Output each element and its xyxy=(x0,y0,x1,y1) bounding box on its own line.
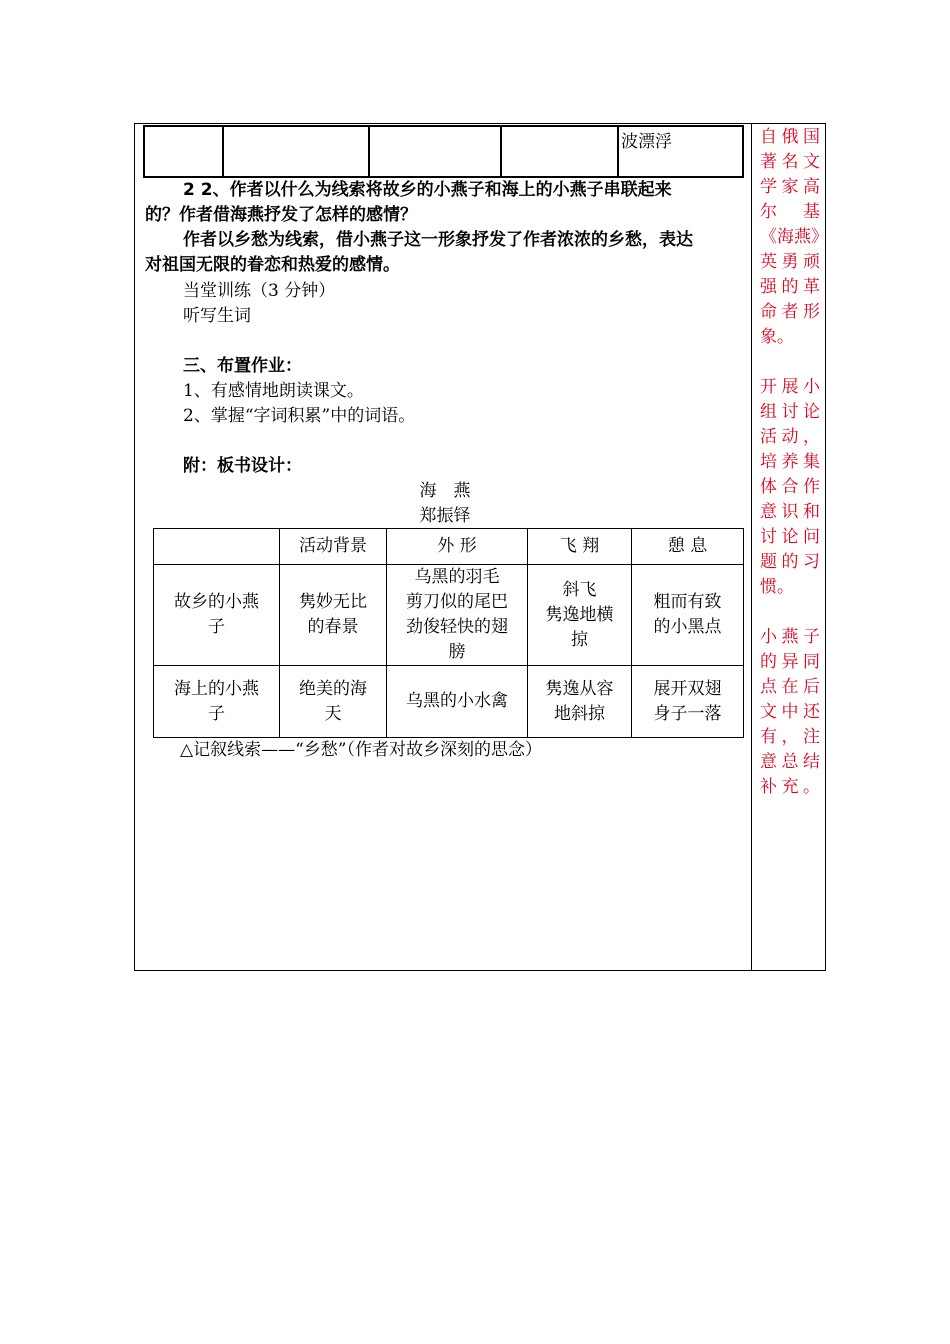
row-label: 海上的小燕 子 xyxy=(154,666,280,738)
table-row xyxy=(154,565,744,666)
table-cell xyxy=(223,126,369,177)
board-heading: 附：板书设计： xyxy=(183,456,302,476)
table-row xyxy=(144,126,743,177)
board-title: 海 燕 xyxy=(419,481,471,501)
previous-table-fragment xyxy=(143,125,744,178)
homework-item: 2、掌握“字词积累”中的词语。 xyxy=(183,406,416,426)
table-cell: 斜飞 隽逸地横 掠 xyxy=(528,565,632,666)
sidebar-note-1: 自 俄 国 著 名 文 学 家 高 尔 基 《 海 燕 》 英 勇 顽 强 的 革 命 者 形 象 。 xyxy=(760,127,828,347)
table-cell xyxy=(369,126,501,177)
column-header: 活动背景 xyxy=(280,529,387,565)
sidebar-note-2: 开 展 小 组 讨 论 活 动 ， 培 养 集 体 合 作 意 识 和 讨 论 问 题 的 习 惯 。 xyxy=(760,377,820,597)
sidebar-notes xyxy=(760,125,828,800)
table-cell: 粗而有致 的小黑点 xyxy=(632,565,744,666)
table-cell: 展开双翅 身子一落 xyxy=(632,666,744,738)
table-cell xyxy=(501,126,618,177)
answer-2-line-1: 作者以乡愁为线索，借小燕子这一形象抒发了作者浓浓的乡愁，表达 xyxy=(183,230,693,250)
column-header: 外 形 xyxy=(387,529,528,565)
table-cell: 乌黑的小水禽 xyxy=(387,666,528,738)
main-content xyxy=(145,178,745,529)
sidebar-note-3: 小 燕 子 的 异 同 点 在 后 文 中 还 有 ， 注 意 总 结 补 充 。 xyxy=(760,627,820,797)
homework-heading: 三、布置作业： xyxy=(183,356,302,376)
column-header xyxy=(154,529,280,565)
table-cell: 隽逸从容 地斜掠 xyxy=(528,666,632,738)
homework-item: 1、有感情地朗读课文。 xyxy=(183,381,364,401)
table-header-row xyxy=(154,529,744,565)
question-2-line-2: 的？作者借海燕抒发了怎样的感情？ xyxy=(145,205,417,225)
table-cell: 隽妙无比 的春景 xyxy=(280,565,387,666)
table-cell xyxy=(144,126,223,177)
column-divider xyxy=(751,123,752,971)
practice-title: 当堂训练（3 分钟） xyxy=(183,281,336,301)
table-cell: 乌黑的羽毛 剪刀似的尾巴 劲俊轻快的翅 膀 xyxy=(387,565,528,666)
narrative-clue: △记叙线索——“乡愁”（作者对故乡深刻的思念） xyxy=(180,740,542,760)
question-2-line-1: 2 2、作者以什么为线索将故乡的小燕子和海上的小燕子串联起来 xyxy=(183,180,672,200)
column-header: 飞 翔 xyxy=(528,529,632,565)
table-cell: 绝美的海 天 xyxy=(280,666,387,738)
board-author: 郑振铎 xyxy=(419,506,471,526)
column-header: 憩 息 xyxy=(632,529,744,565)
board-table xyxy=(153,528,744,738)
practice-item: 听写生词 xyxy=(183,306,251,326)
answer-2-line-2: 对祖国无限的眷恋和热爱的感情。 xyxy=(145,255,400,275)
table-cell: 波漂浮 xyxy=(618,126,743,177)
table-row xyxy=(154,666,744,738)
row-label: 故乡的小燕 子 xyxy=(154,565,280,666)
